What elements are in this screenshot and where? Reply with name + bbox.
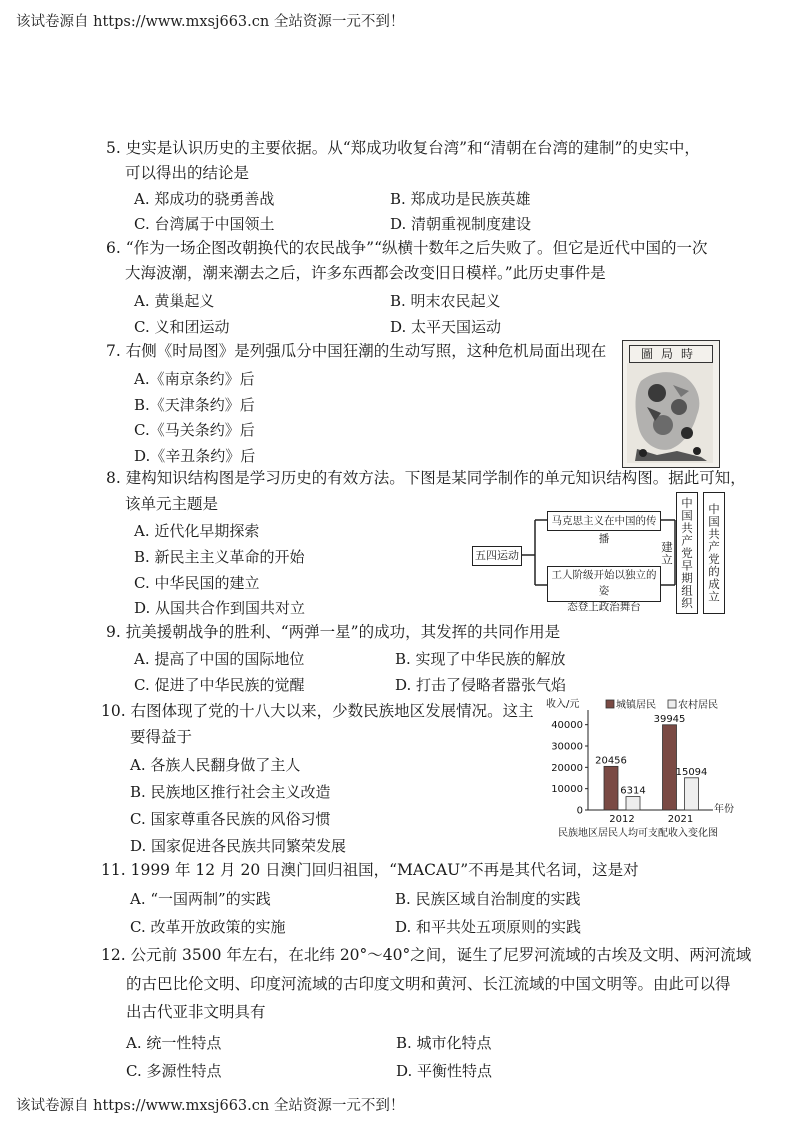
y-tick-label-0: 0 xyxy=(576,805,583,817)
option-d[interactable]: D. 平衡性特点 xyxy=(396,1062,493,1080)
y-tick-label-2: 20000 xyxy=(551,762,583,774)
option-a[interactable]: A. 郑成功的骁勇善战 xyxy=(134,190,275,208)
chart-title: 民族地区居民人均可支配收入变化图 xyxy=(558,828,718,839)
question-6-line2: 大海波潮，潮来潮去之后，许多东西都会改变旧日模样。”此历史事件是 xyxy=(125,264,606,282)
option-d[interactable]: D. 太平天国运动 xyxy=(390,318,502,336)
option-c[interactable]: C. 改革开放政策的实施 xyxy=(130,918,286,936)
question-5-line2: 可以得出的结论是 xyxy=(125,164,250,182)
question-8-line1 xyxy=(106,468,746,488)
option-b[interactable]: B. 城市化特点 xyxy=(396,1034,492,1052)
x-tick-label-0: 2012 xyxy=(609,814,635,825)
question-text: 史实是认识历史的主要依据。从“郑成功收复台湾”和“清朝在台湾的建制”的史实中， xyxy=(125,139,700,157)
legend-label-1: 农村居民 xyxy=(678,700,718,711)
option-b[interactable]: B. 民族地区推行社会主义改造 xyxy=(130,783,331,801)
header-watermark: 该试卷源自 https://www.mxsj663.cn 全站资源一元不到！ xyxy=(16,14,405,30)
bar-2012-1 xyxy=(626,797,640,810)
bar-data-label: 39945 xyxy=(653,713,686,725)
option-b[interactable]: B. 郑成功是民族英雄 xyxy=(390,190,531,208)
y-tick-label-3: 30000 xyxy=(551,741,583,753)
option-c[interactable]: C. 台湾属于中国领土 xyxy=(134,215,275,233)
branch-2-line1: 工人阶级开始以独立的姿 xyxy=(551,569,657,597)
option-c[interactable]: C. 国家尊重各民族的风俗习惯 xyxy=(130,810,331,828)
shiju-tu-image xyxy=(622,340,720,468)
option-b[interactable]: B. 民族区域自治制度的实践 xyxy=(395,890,581,908)
question-text: 建构知识结构图是学习历史的有效方法。下图是某同学制作的单元知识结构图。据此可知， xyxy=(125,469,746,487)
question-number: 12. xyxy=(101,946,126,964)
legend-swatch-1 xyxy=(668,700,676,708)
option-b[interactable]: B.《天津条约》后 xyxy=(134,396,255,414)
option-c[interactable]: C. 义和团运动 xyxy=(134,318,230,336)
option-d[interactable]: D. 打击了侵略者嚣张气焰 xyxy=(395,676,567,694)
question-number: 5. xyxy=(106,139,121,157)
footer-watermark: 该试卷源自 https://www.mxsj663.cn 全站资源一元不到！ xyxy=(16,1098,405,1114)
option-a[interactable]: A.《南京条约》后 xyxy=(134,370,255,388)
diagram-branch-2 xyxy=(547,566,661,613)
option-d[interactable]: D.《辛丑条约》后 xyxy=(134,447,256,465)
question-text: 公元前 3500 年左右，在北纬 20°～40°之间，诞生了尼罗河流域的古埃及文明、两河流域 xyxy=(130,946,752,964)
bar-data-label: 20456 xyxy=(595,755,627,767)
diagram-vertical-box-2: 中国共产党的成立 xyxy=(703,492,725,614)
historical-cartoon-map-graphic xyxy=(627,363,713,463)
question-text: 右侧《时局图》是列强瓜分中国狂潮的生动写照，这种危机局面出现在 xyxy=(125,342,607,360)
question-7-line1 xyxy=(106,341,606,361)
question-number: 8. xyxy=(106,469,121,487)
bar-data-label: 15094 xyxy=(675,766,708,778)
question-number: 7. xyxy=(106,342,121,360)
question-11-line1 xyxy=(101,860,639,880)
option-c[interactable]: C.《马关条约》后 xyxy=(134,421,255,439)
question-12-line2: 的古巴比伦文明、印度河流域的古印度文明和黄河、长江流域的中国文明等。由此可以得 xyxy=(126,975,731,993)
question-12-line3: 出古代亚非文明具有 xyxy=(126,1003,266,1021)
option-d[interactable]: D. 国家促进各民族共同繁荣发展 xyxy=(130,837,347,855)
x-tick-label-1: 2021 xyxy=(667,814,694,825)
question-8-line2: 该单元主题是 xyxy=(125,495,219,513)
question-number: 10. xyxy=(101,702,126,720)
option-a[interactable]: A. 提高了中国的国际地位 xyxy=(134,650,305,668)
question-9-line1 xyxy=(106,622,560,642)
question-6-line1 xyxy=(106,238,708,258)
option-b[interactable]: B. 明末农民起义 xyxy=(390,292,501,310)
legend-swatch-0 xyxy=(606,700,614,708)
option-c[interactable]: C. 多源性特点 xyxy=(126,1062,222,1080)
question-5-line1 xyxy=(106,138,700,158)
question-text: 右图体现了党的十八大以来，少数民族地区发展情况。这主 xyxy=(130,702,534,720)
question-10-line1 xyxy=(101,701,534,721)
branch-2-line2: 态登上政治舞台 xyxy=(567,601,641,613)
bar-2021-1 xyxy=(685,778,699,810)
question-number: 11. xyxy=(101,861,126,879)
option-d[interactable]: D. 和平共处五项原则的实践 xyxy=(395,918,582,936)
bar-2021-0 xyxy=(663,725,677,810)
option-c[interactable]: C. 促进了中华民族的觉醒 xyxy=(134,676,305,694)
question-text: 1999 年 12 月 20 日澳门回归祖国，“MACAU”不再是其代名词，这是对 xyxy=(130,861,639,879)
question-10-line2: 要得益于 xyxy=(130,728,193,746)
option-a[interactable]: A. 黄巢起义 xyxy=(134,292,215,310)
question-number: 9. xyxy=(106,623,121,641)
diagram-root-node: 五四运动 xyxy=(472,546,522,566)
bar-data-label: 6314 xyxy=(620,785,646,797)
bar-2012-0 xyxy=(604,766,618,810)
option-a[interactable]: A. 近代化早期探索 xyxy=(134,522,260,540)
diagram-vertical-box-1: 中国共产党早期组织建立 xyxy=(676,492,698,614)
legend-label-0: 城镇居民 xyxy=(616,700,656,711)
option-b[interactable]: B. 新民主主义革命的开始 xyxy=(134,548,305,566)
diagram-branch-1: 马克思主义在中国的传播 xyxy=(547,511,661,531)
option-d[interactable]: D. 清朝重视制度建设 xyxy=(390,215,532,233)
question-number: 6. xyxy=(106,239,121,257)
question-12-line1 xyxy=(101,945,751,965)
image-title: 圖局時 xyxy=(629,345,713,363)
question-text: “作为一场企图改朝换代的农民战争”“纵横十数年之后失败了。但它是近代中国的一次 xyxy=(125,239,708,257)
question-text: 抗美援朝战争的胜利、“两弹一星”的成功，其发挥的共同作用是 xyxy=(125,623,561,641)
y-tick-label-4: 40000 xyxy=(551,720,583,732)
option-a[interactable]: A. “一国两制”的实践 xyxy=(130,890,271,908)
chart-xlabel: 年份 xyxy=(714,804,734,815)
y-tick-label-1: 10000 xyxy=(551,784,583,796)
option-a[interactable]: A. 各族人民翻身做了主人 xyxy=(130,756,301,774)
option-b[interactable]: B. 实现了中华民族的解放 xyxy=(395,650,566,668)
option-c[interactable]: C. 中华民国的建立 xyxy=(134,574,260,592)
income-bar-chart xyxy=(540,696,740,842)
chart-ylabel: 收入/元 xyxy=(546,699,580,710)
option-a[interactable]: A. 统一性特点 xyxy=(126,1034,222,1052)
option-d[interactable]: D. 从国共合作到国共对立 xyxy=(134,599,306,617)
